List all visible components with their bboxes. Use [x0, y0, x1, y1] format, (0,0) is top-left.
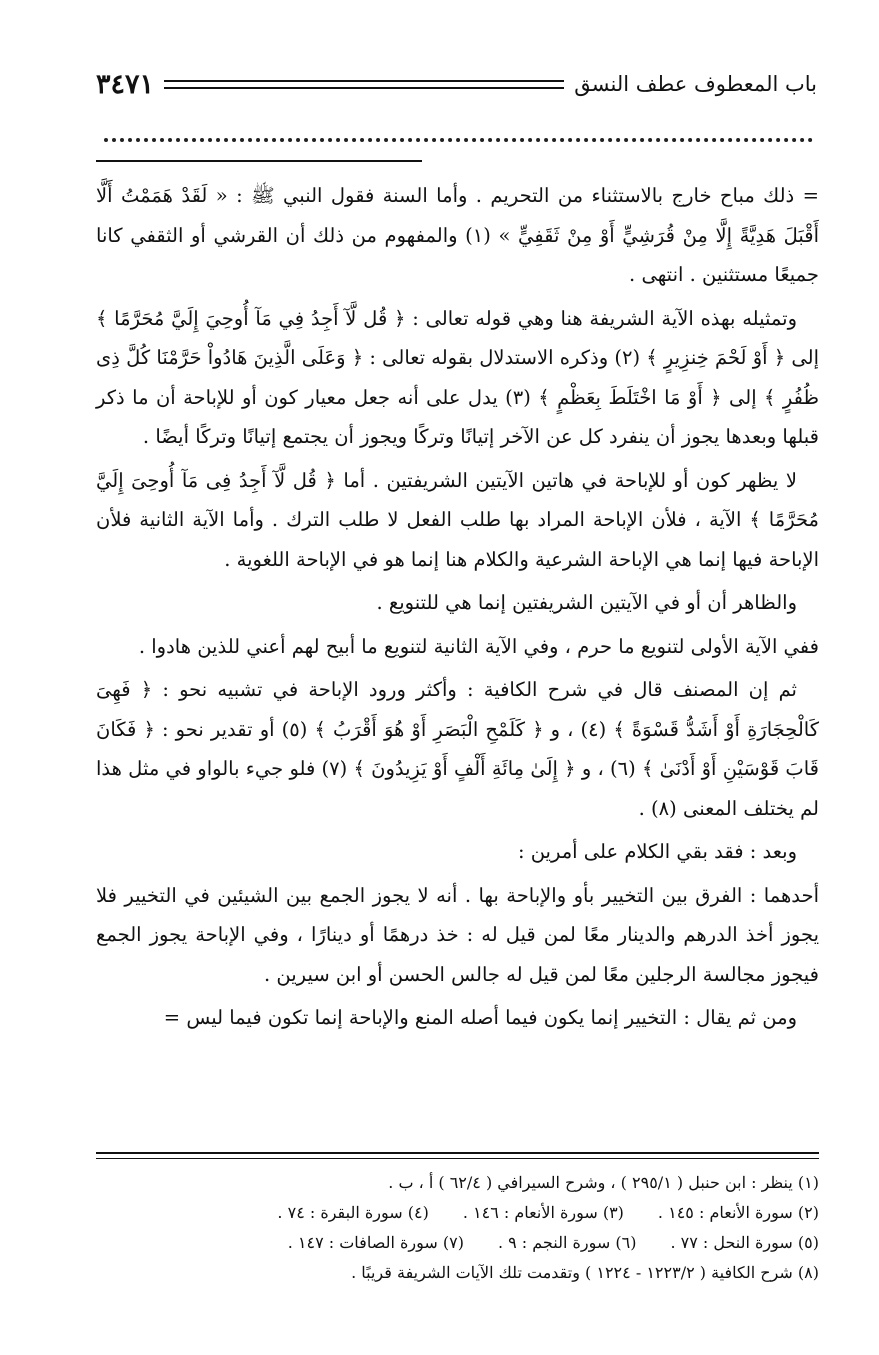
footnote-item: (٨) شرح الكافية ( ١٢٢٣/٢ - ١٢٢٤ ) وتقدمت تلك الآيات الشريفة قريبًا .: [351, 1263, 819, 1282]
paragraph: = ذلك مباح خارج بالاستثناء من التحريم . وأما السنة فقول النبي ﷺ : « لَقَدْ هَمَمْتُ أَلَّا أَقْبَلَ هَدِيَّةً إِلَّا مِنْ قُرَشِيٍّ أَوْ مِنْ ثَقَفِيٍّ » (١) والمفهوم من ذلك أن القرشي أو الثقفي كانا جميعًا مستثنين . انتهى .: [96, 184, 819, 286]
footnote-separator: [96, 1152, 819, 1159]
header-double-rule: [164, 80, 564, 89]
paragraph: والظاهر أن أو في الآيتين الشريفتين إنما هي للتنويع .: [376, 591, 797, 614]
footnote-row: [96, 1228, 819, 1258]
paragraph: ثم إن المصنف قال في شرح الكافية : وأكثر ورود الإباحة في تشبيه نحو : ﴿ فَهِىَ كَالْحِجَارَةِ أَوْ أَشَدُّ قَسْوَةً ﴾ (٤) ، و ﴿ كَلَمْحِ الْبَصَرِ أَوْ هُوَ أَقْرَبُ ﴾ (٥) أو تقدير نحو : ﴿ فَكَانَ قَابَ قَوْسَيْنِ أَوْ أَدْنَىٰ ﴾ (٦) ، و ﴿ إِلَىٰ مِائَةِ أَلْفٍ أَوْ يَزِيدُونَ ﴾ (٧) فلو جيء بالواو في مثل هذا لم يختلف المعنى (٨) .: [96, 678, 820, 820]
footnote-item: (٥) سورة النحل : ٧٧ .: [670, 1233, 819, 1252]
partial-rule: [96, 160, 422, 162]
dotted-separator: [104, 138, 813, 148]
footnote-row: [96, 1168, 819, 1198]
footnote-item: (٢) سورة الأنعام : ١٤٥ .: [657, 1203, 819, 1222]
page-number: ٣٤٧١: [96, 68, 155, 100]
paragraph: ومن ثم يقال : التخيير إنما يكون فيما أصله المنع والإباحة إنما تكون فيما ليس =: [163, 1006, 797, 1029]
paragraph: وتمثيله بهذه الآية الشريفة هنا وهي قوله تعالى : ﴿ قُل لَّآ أَجِدُ فِي مَآ أُوحِيَ إِلَيَّ مُحَرَّمًا ﴾ إلى ﴿ أَوْ لَحْمَ خِنزِيرٍ ﴾ (٢) وذكره الاستدلال بقوله تعالى : ﴿ وَعَلَى الَّذِينَ هَادُواْ حَرَّمْنَا كُلَّ ذِى ظُفُرٍ ﴾ إلى ﴿ أَوْ مَا اخْتَلَطَ بِعَظْمٍ ﴾ (٣) يدل على أنه جعل معيار كون أو للإباحة أن ما ذكر قبلها وبعدها يجوز أن ينفرد كل عن الآخر إتيانًا وتركًا ويجوز أن يجتمع إتيانًا وتركًا أيضًا .: [96, 306, 820, 448]
footnote-row: [96, 1258, 819, 1288]
paragraph: وبعد : فقد بقي الكلام على أمرين :: [517, 840, 797, 863]
footnote-item: (١) ينظر : ابن حنبل ( ٢٩٥/١ ) ، وشرح السيرافي ( ٦٢/٤ ) أ ، ب .: [388, 1173, 819, 1192]
paragraph: لا يظهر كون أو للإباحة في هاتين الآيتين الشريفتين . أما ﴿ قُل لَّآ أَجِدُ فِى مَآ أُوحِىَ إِلَيَّ مُحَرَّمًا ﴾ الآية ، فلأن الإباحة المراد بها طلب الفعل لا طلب الترك . وأما الآية الثانية فلأن الإباحة فيها إنما هي الإباحة الشرعية والكلام هنا إنما هو في الإباحة اللغوية .: [96, 468, 819, 571]
main-text: [96, 176, 819, 1042]
footnote-item: (٣) سورة الأنعام : ١٤٦ .: [462, 1203, 624, 1222]
footnotes: [96, 1168, 819, 1288]
chapter-title: باب المعطوف عطف النسق: [574, 72, 817, 96]
footnote-item: (٦) سورة النجم : ٩ .: [497, 1233, 637, 1252]
paragraph: ففي الآية الأولى لتنويع ما حرم ، وفي الآية الثانية لتنويع ما أبيح لهم أعني للذين هادوا .: [138, 634, 819, 658]
footnote-item: (٧) سورة الصافات : ١٤٧ .: [287, 1233, 464, 1252]
running-header: [96, 62, 817, 106]
paragraph: أحدهما : الفرق بين التخيير بأو والإباحة بها . أنه لا يجوز الجمع بين الشيئين في التخيير فلا يجوز أخذ الدرهم والدينار معًا لمن قيل له : خذ درهمًا أو دينارًا ، وفي الإباحة يجوز الجمع فيجوز مجالسة الرجلين معًا لمن قيل له جالس الحسن أو ابن سيرين .: [96, 883, 819, 986]
footnote-row: [96, 1198, 819, 1228]
footnote-item: (٤) سورة البقرة : ٧٤ .: [277, 1203, 429, 1222]
